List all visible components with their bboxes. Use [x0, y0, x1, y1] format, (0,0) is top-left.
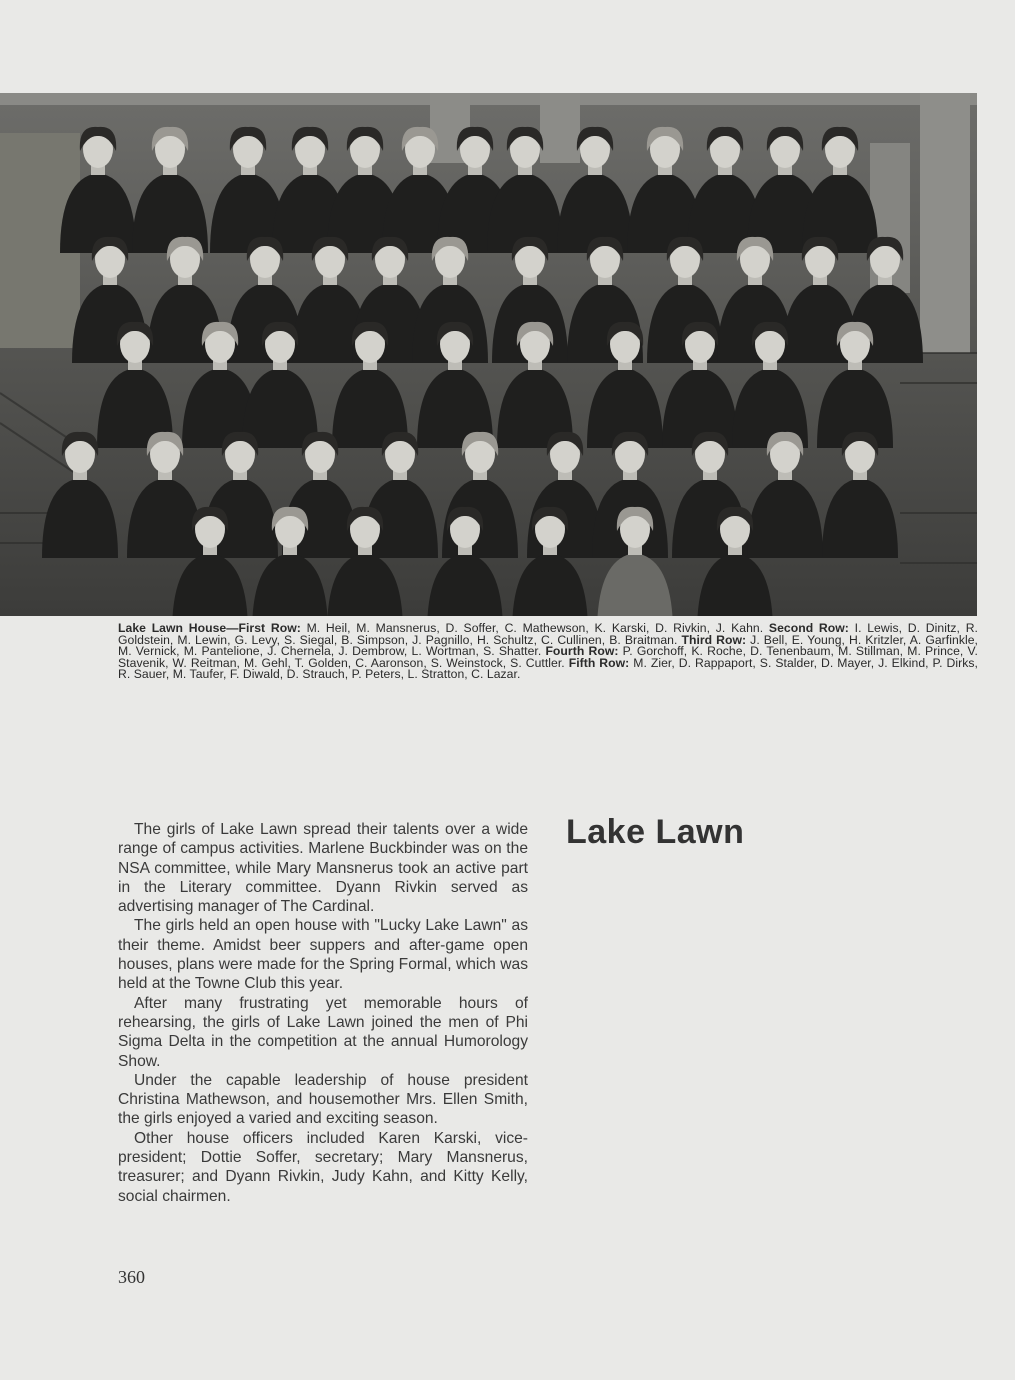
group-photo	[0, 93, 977, 616]
group-photo-icon	[0, 93, 977, 616]
section-title: Lake Lawn	[566, 813, 745, 851]
paragraph: Under the capable leadership of house president Christina Mathewson, and housemother Mrs. Ellen Smith, the girls enjoyed a varied and exciting season.	[118, 1071, 528, 1128]
article-body	[118, 820, 528, 1206]
caption-row-label-4: Fourth Row:	[545, 644, 619, 659]
caption-row-names-1: M. Heil, M. Mansnerus, D. Soffer, C. Mathewson, K. Karski, D. Rivkin, J. Kahn.	[300, 621, 769, 635]
page-number: 360	[118, 1267, 145, 1287]
caption-row-label-1: First Row:	[238, 621, 301, 635]
caption-row-names-3: J. Bell, E. Young, H. Kritzler, A. Garfinkle, M. Vernick, M. Pantelione, J. Chernela, J. Dembrow, L. Wortman, S. Shatter.	[118, 632, 978, 659]
paragraph: The girls of Lake Lawn spread their talents over a wide range of campus activities. Marlene Buckbinder was on the NSA committee, while Mary Mansnerus took an active part in the Literary committee. Dyann Rivkin served as advertising manager of The Cardinal.	[118, 821, 528, 916]
caption-house-label: Lake Lawn House—	[118, 621, 239, 635]
paragraph: After many frustrating yet memorable hours of rehearsing, the girls of Lake Lawn joined the men of Phi Sigma Delta in the competition at the annual Humorology Show.	[118, 994, 528, 1070]
caption-row-names-4: P. Gorchoff, K. Roche, D. Tenenbaum, M. Stillman, M. Prince, V. Stavenik, W. Reitman, M. Gehl, T. Golden, C. Aaronson, S. Weinstock, S. Cuttler.	[118, 644, 978, 670]
caption-row-names-2: I. Lewis, D. Dinitz, R. Goldstein, M. Lewin, G. Levy, S. Siegal, B. Simpson, J. Pagnillo, H. Schultz, C. Cullinen, B. Braitman.	[118, 621, 978, 647]
caption-row-names-5: M. Zier, D. Rappaport, S. Stalder, D. Mayer, J. Elkind, P. Dirks, R. Sauer, M. Taufer, F. Diwald, D. Strauch, P. Peters, L. Stratton, C. Lazar.	[118, 655, 978, 682]
paragraph: The girls held an open house with "Lucky Lake Lawn" as their theme. Amidst beer suppers and after-game open houses, plans were made for the Spring Formal, which was held at the Towne Club this year.	[118, 917, 528, 993]
photo-caption	[118, 623, 978, 681]
paragraph: Other house officers included Karen Karski, vice-president; Dottie Soffer, secretary; Mary Mansnerus, treasurer; and Dyann Rivkin, Judy Kahn, and Kitty Kelly, social chairmen.	[118, 1129, 528, 1205]
caption-row-label-3: Third Row:	[681, 632, 747, 647]
caption-row-label-5: Fifth Row:	[568, 655, 630, 670]
caption-row-label-2: Second Row:	[768, 621, 849, 635]
